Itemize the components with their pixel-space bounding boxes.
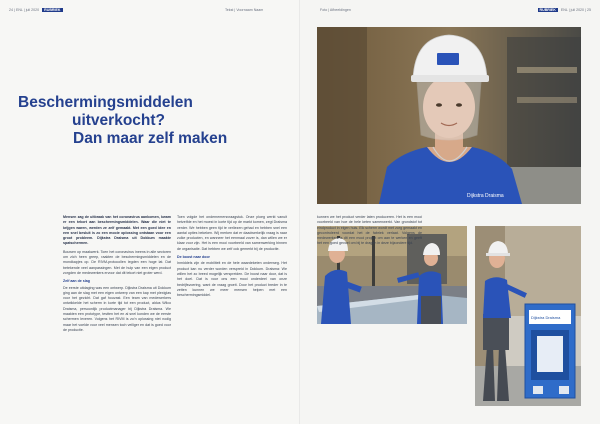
title-line-2: uitverkocht? xyxy=(72,112,166,129)
right-date: juli 2020 xyxy=(570,8,585,12)
body-paragraph: Bouwen op maakwerk. Toen het coronavirus ineens in alle sectoren om zich heen greep, raakten de beschermingsmiddelen en de mondkapjes op. De RIVM-protocollen legden een hoge lat. Dat betekende veel aanpassingen. Met de hulp van een eigen product zorgden de medewerkers ervoor dat dit tekort niet groter werd. xyxy=(63,249,171,275)
title-line-1: Beschermingsmiddelen xyxy=(18,94,193,111)
text-column-1 xyxy=(63,215,171,336)
body-paragraph: Toen volgde het ondernemersvraagstuk. Onze ploeg werkt vanuit hetzelfde en het moest in korte tijd op de markt komen, zegt Draisma verder. We hebben geen tijd te verliezen gehad en hebben snel een aantal opties bekeken. Wij merken dat er daadwerkelijk vraag is naar zulke producten, en wanneer het eenmaal zover is, dan willen we er klaar voor zijn. Het is een mooi voorbeeld van samenwerking binnen de organisatie. Dat hebben we zelf ook gemerkt bij de productie. xyxy=(177,215,287,251)
shirt-logo-text: Dijkstra Draisma xyxy=(467,193,504,199)
credit-photo: Foto | Afbeeldingen xyxy=(320,8,351,12)
text-column-3 xyxy=(317,215,422,250)
article-title xyxy=(10,94,290,148)
left-magazine-name: ENL xyxy=(15,8,23,12)
left-header: 24 | ENL | juli 2020 RUBRIEK xyxy=(9,8,61,12)
subheading: Zelf aan de slag xyxy=(63,279,90,284)
right-magazine-name: ENL xyxy=(560,8,568,12)
portrait-photo xyxy=(317,27,581,204)
left-date: juli 2020 xyxy=(25,8,40,12)
title-line-3: Dan maar zelf maken xyxy=(73,130,228,147)
text-column-2 xyxy=(177,215,287,301)
body-paragraph: De eerste uitdaging was een ontwerp. Dijkstra Draisma uit Dokkum ging aan de slag met een eigen ontwerp van een kap met plexiglas voor het gezicht. Dat gaf houvast. Een team van medewerkers ontwikkelde het scherm in korte tijd tot een product, aldus Wilco Draisma, persoonlijk productmanager bij Dijkstra Draisma. We maakten een prototype, testten het en al snel konden we de eerste schermen leveren. Volgens het RIVM is zo'n oplossing niet nodig maar het voelde voor veel mensen toch veiliger en dat is goed voor de productie. xyxy=(63,285,171,332)
helmet-logo xyxy=(437,53,459,65)
body-paragraph: Inmiddels zijn de mobiliteit en de hele waardeketen onderweg. Het product kan nu verder worden verspreid in Dokkum. Draisma: We willen het zo breed mogelijk verspreiden. De boost naar door, dat is het doel. Dat is voor ons een mooi onderdeel van onze bedrijfsvoering, want de vraag groeit. Door het product breder in te zetten kunnen we meer mensen helpen met een beschermingsmiddel. xyxy=(177,261,287,298)
lead-paragraph: Mensen zag de uitbraak van het coronavirus aankomen, kwam er een tekort aan beschermingsmiddelen. Waar die niet te krijgen waren, werden ze zelf gemaakt. Met een goed idee en een snel besluit is zo een mooie oplossing ontstaan voor een groot probleem. Dijkstra Draisma uit Dokkum maakte spatschermen. xyxy=(63,215,171,246)
right-page-number: 25 xyxy=(587,8,591,12)
worker-machine-photo xyxy=(475,226,581,406)
subheading: De boost naar door xyxy=(177,255,210,260)
left-section-badge: RUBRIEK xyxy=(44,8,61,12)
body-paragraph: kunnen we het product verder laten produceren. Het is een mooi voorbeeld van hoe de hele keten samenwerkt. Van grondstof tot eindproduct in eigen huis. Elk scherm wordt met zorg gemaakt en gecontroleerd voordat het de fabriek verlaat. Volgens de medewerkers is dit een mooi project om aan te werken en geeft het een goed gevoel om bij te dragen in deze bijzondere tijd. xyxy=(317,215,422,246)
left-page-number: 24 xyxy=(9,8,13,12)
right-section-badge: RUBRIEK xyxy=(539,8,556,12)
machine-sign: Dijkstra Draisma xyxy=(531,315,561,320)
credit-text: Tekst | Voornaam Naam xyxy=(225,8,264,12)
right-header: RUBRIEK ENL | juli 2020 | 25 xyxy=(539,8,591,12)
